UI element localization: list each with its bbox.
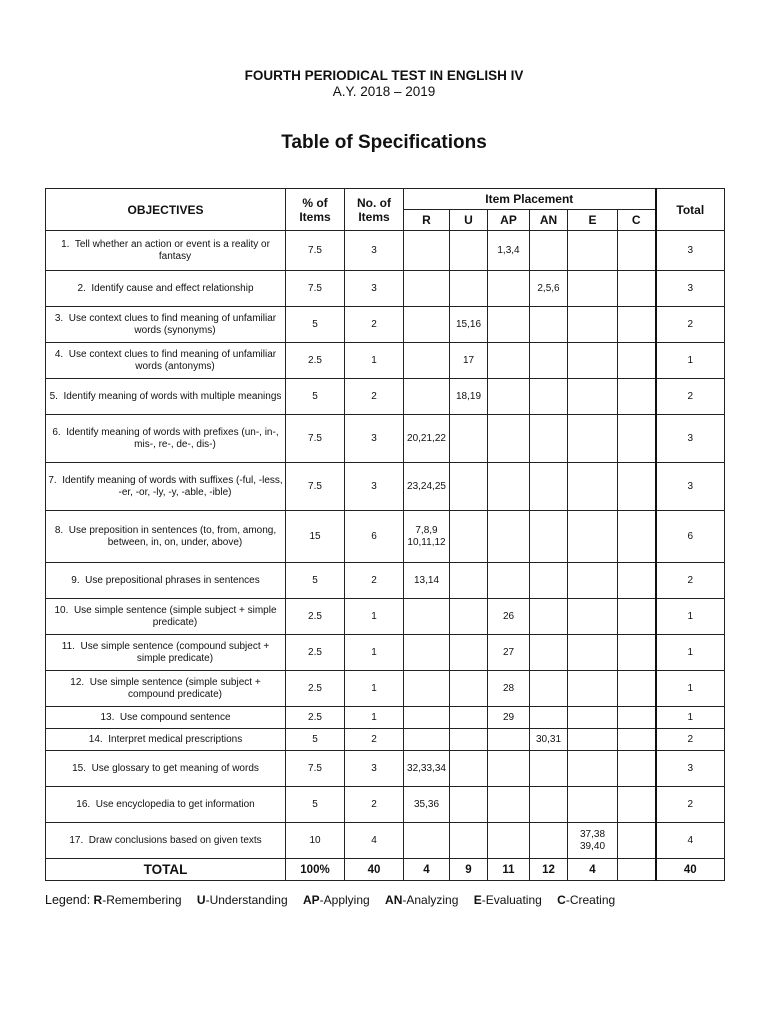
placement-cell-ap (488, 751, 530, 787)
page-title: Table of Specifications (281, 132, 487, 153)
legend (45, 893, 627, 907)
objective-description: Use simple sentence (simple subject + compound predicate) (89, 676, 261, 700)
table-row (46, 707, 725, 729)
objective-cell (46, 415, 286, 463)
objective-description: Use preposition in sentences (to, from, among, between, in, on, under, above) (68, 524, 277, 548)
objective-description: Draw conclusions based on given texts (88, 834, 262, 846)
placement-cell-an (530, 751, 568, 787)
objective-text (46, 349, 285, 373)
objective-description: Use glossary to get meaning of words (91, 762, 259, 774)
items-cell: 1 (345, 635, 404, 671)
legend-code: U (196, 893, 206, 907)
placement-cell-u (450, 823, 488, 859)
placement-cell-ap (488, 307, 530, 343)
row-total-cell: 2 (656, 729, 725, 751)
objective-description: Use simple sentence (compound subject + simple predicate) (80, 640, 270, 664)
items-cell: 2 (345, 729, 404, 751)
row-total-cell: 1 (656, 707, 725, 729)
placement-cell-r: 23,24,25 (404, 463, 450, 511)
header-no-line2: Items (358, 209, 390, 224)
objective-number: 16. (76, 798, 91, 810)
placement-cell-an (530, 823, 568, 859)
legend-code: AP (302, 893, 320, 907)
totals-ap: 11 (488, 859, 530, 881)
placement-cell-an (530, 307, 568, 343)
placement-cell-ap: 29 (488, 707, 530, 729)
placement-cell-c (618, 787, 656, 823)
placement-cell-r (404, 599, 450, 635)
items-cell: 1 (345, 343, 404, 379)
placement-cell-c (618, 271, 656, 307)
row-total-cell: 2 (656, 563, 725, 599)
placement-cell-an (530, 563, 568, 599)
row-total-cell: 4 (656, 823, 725, 859)
table-row (46, 599, 725, 635)
placement-cell-u (450, 729, 488, 751)
legend-code: E (473, 893, 482, 907)
placement-cell-ap (488, 415, 530, 463)
pct-cell: 5 (286, 787, 345, 823)
placement-cell-c (618, 463, 656, 511)
items-cell: 1 (345, 671, 404, 707)
placement-cell-u (450, 635, 488, 671)
totals-label: TOTAL (46, 859, 286, 881)
placement-cell-an (530, 463, 568, 511)
placement-cell-e (568, 751, 618, 787)
items-cell: 2 (345, 379, 404, 415)
placement-cell-e (568, 231, 618, 271)
objective-number: 14. (88, 733, 103, 745)
placement-cell-c (618, 751, 656, 787)
legend-text: -Applying (319, 893, 370, 907)
placement-cell-an (530, 343, 568, 379)
placement-cell-e (568, 787, 618, 823)
placement-cell-c (618, 671, 656, 707)
placement-cell-c (618, 379, 656, 415)
row-total-cell: 3 (656, 231, 725, 271)
objective-cell (46, 271, 286, 307)
placement-cell-c (618, 635, 656, 671)
objective-description: Use prepositional phrases in sentences (85, 574, 260, 586)
objective-cell (46, 563, 286, 599)
table-row (46, 415, 725, 463)
objective-text (46, 641, 285, 665)
header-objectives: OBJECTIVES (46, 189, 286, 231)
objective-number: 2. (77, 282, 86, 294)
objective-description: Use context clues to find meaning of unfamiliar words (antonyms) (68, 348, 277, 372)
placement-cell-u: 17 (450, 343, 488, 379)
objective-text (46, 525, 285, 549)
legend-item (382, 893, 459, 907)
objective-number: 15. (72, 762, 87, 774)
placement-cell-r (404, 307, 450, 343)
placement-cell-ap (488, 563, 530, 599)
legend-label: Legend: (45, 893, 91, 907)
objective-cell (46, 751, 286, 787)
legend-item (94, 893, 182, 907)
placement-cell-r: 7,8,9 10,11,12 (404, 511, 450, 563)
placement-cell-c (618, 511, 656, 563)
placement-cell-r (404, 707, 450, 729)
placement-cell-e: 37,38 39,40 (568, 823, 618, 859)
placement-cell-e (568, 599, 618, 635)
legend-code: C (557, 893, 566, 907)
objective-description: Identify meaning of words with suffixes (-ful, -less, -er, -or, -ly, -y, -able, -ible) (62, 474, 283, 498)
placement-cell-an: 30,31 (530, 729, 568, 751)
row-total-cell: 3 (656, 463, 725, 511)
row-total-cell: 1 (656, 671, 725, 707)
grand-total: 40 (656, 859, 725, 881)
placement-cell-u (450, 563, 488, 599)
objective-number: 3. (54, 312, 64, 324)
totals-pct: 100% (286, 859, 345, 881)
items-cell: 3 (345, 463, 404, 511)
objective-number: 4. (54, 348, 64, 360)
placement-cell-ap (488, 463, 530, 511)
legend-text: -Remembering (102, 893, 182, 907)
objective-number: 17. (69, 834, 84, 846)
header-no-items (345, 189, 404, 231)
pct-cell: 5 (286, 379, 345, 415)
pct-cell: 5 (286, 729, 345, 751)
placement-cell-e (568, 729, 618, 751)
objective-description: Use compound sentence (119, 711, 231, 723)
placement-cell-r: 32,33,34 (404, 751, 450, 787)
items-cell: 3 (345, 415, 404, 463)
placement-cell-e (568, 563, 618, 599)
row-total-cell: 3 (656, 751, 725, 787)
header-total: Total (656, 189, 725, 231)
objective-text (46, 799, 285, 811)
objective-text (46, 734, 285, 746)
placement-cell-e (568, 379, 618, 415)
header-pct-items (286, 189, 345, 231)
items-cell: 1 (345, 707, 404, 729)
placement-cell-r (404, 379, 450, 415)
objective-text (46, 427, 285, 451)
placement-cell-u (450, 599, 488, 635)
table-row (46, 729, 725, 751)
pct-cell: 2.5 (286, 671, 345, 707)
placement-cell-u: 15,16 (450, 307, 488, 343)
objective-description: Identify meaning of words with prefixes (un-, in-, mis-, re-, de-, dis-) (66, 426, 279, 450)
placement-cell-r (404, 271, 450, 307)
objective-cell (46, 463, 286, 511)
objective-text (46, 835, 285, 847)
objective-text (46, 239, 285, 263)
placement-cell-e (568, 707, 618, 729)
header-item-placement: Item Placement (404, 189, 656, 210)
placement-cell-ap (488, 379, 530, 415)
placement-cell-r (404, 231, 450, 271)
placement-cell-ap: 26 (488, 599, 530, 635)
items-cell: 2 (345, 563, 404, 599)
objective-cell (46, 379, 286, 415)
placement-cell-u (450, 463, 488, 511)
placement-cell-r: 13,14 (404, 563, 450, 599)
placement-cell-r (404, 671, 450, 707)
academic-year: A.Y. 2018 – 2019 (332, 84, 436, 99)
test-title: FOURTH PERIODICAL TEST IN ENGLISH IV (244, 68, 524, 83)
legend-text: -Evaluating (481, 893, 542, 907)
placement-cell-c (618, 343, 656, 379)
objective-description: Use context clues to find meaning of unfamiliar words (synonyms) (68, 312, 277, 336)
objective-number: 1. (61, 238, 70, 250)
placement-cell-u (450, 415, 488, 463)
items-cell: 3 (345, 751, 404, 787)
placement-cell-an: 2,5,6 (530, 271, 568, 307)
placement-cell-r (404, 343, 450, 379)
placement-cell-e (568, 307, 618, 343)
pct-cell: 2.5 (286, 635, 345, 671)
placement-cell-u: 18,19 (450, 379, 488, 415)
pct-cell: 10 (286, 823, 345, 859)
objective-cell (46, 707, 286, 729)
placement-cell-an (530, 599, 568, 635)
legend-item (470, 893, 541, 907)
header-pct-line2: Items (299, 209, 331, 224)
legend-item (194, 893, 288, 907)
placement-cell-an (530, 511, 568, 563)
table-row (46, 751, 725, 787)
legend-text: -Creating (565, 893, 616, 907)
placement-cell-ap: 28 (488, 671, 530, 707)
objective-number: 5. (49, 390, 58, 402)
table-row (46, 343, 725, 379)
row-total-cell: 3 (656, 415, 725, 463)
placement-cell-e (568, 671, 618, 707)
placement-cell-ap (488, 787, 530, 823)
objective-cell (46, 511, 286, 563)
objective-cell (46, 671, 286, 707)
objective-text (46, 605, 285, 629)
placement-cell-c (618, 563, 656, 599)
objective-description: Tell whether an action or event is a reality or fantasy (74, 238, 270, 262)
items-cell: 3 (345, 231, 404, 271)
table-row (46, 463, 725, 511)
specifications-table (45, 188, 725, 881)
totals-e: 4 (568, 859, 618, 881)
objective-description: Identify meaning of words with multiple meanings (63, 390, 282, 402)
header-level-e: E (568, 210, 618, 231)
table-row (46, 231, 725, 271)
placement-cell-c (618, 307, 656, 343)
objective-number: 12. (70, 676, 85, 688)
items-cell: 3 (345, 271, 404, 307)
placement-cell-r (404, 729, 450, 751)
items-cell: 6 (345, 511, 404, 563)
placement-cell-u (450, 511, 488, 563)
placement-cell-ap: 27 (488, 635, 530, 671)
pct-cell: 7.5 (286, 415, 345, 463)
placement-cell-ap: 1,3,4 (488, 231, 530, 271)
placement-cell-c (618, 599, 656, 635)
table-row (46, 563, 725, 599)
legend-text: -Analyzing (402, 893, 459, 907)
placement-cell-an (530, 231, 568, 271)
pct-cell: 7.5 (286, 271, 345, 307)
placement-cell-r: 20,21,22 (404, 415, 450, 463)
placement-cell-ap (488, 729, 530, 751)
legend-item (300, 893, 370, 907)
row-total-cell: 6 (656, 511, 725, 563)
objective-description: Use encyclopedia to get information (95, 798, 255, 810)
objective-text (46, 391, 285, 403)
header-pct-line1: % of (302, 195, 328, 210)
row-total-cell: 1 (656, 635, 725, 671)
pct-cell: 2.5 (286, 599, 345, 635)
header-level-r: R (404, 210, 450, 231)
objective-text (46, 712, 285, 724)
totals-c (618, 859, 656, 881)
table-row (46, 635, 725, 671)
placement-cell-ap (488, 271, 530, 307)
objective-text (46, 475, 285, 499)
objective-number: 8. (54, 524, 64, 536)
header-level-c: C (618, 210, 656, 231)
placement-cell-e (568, 511, 618, 563)
pct-cell: 7.5 (286, 231, 345, 271)
placement-cell-e (568, 463, 618, 511)
objective-number: 9. (71, 574, 80, 586)
legend-item (554, 893, 615, 907)
objective-cell (46, 635, 286, 671)
placement-cell-e (568, 635, 618, 671)
placement-cell-c (618, 729, 656, 751)
placement-cell-e (568, 343, 618, 379)
totals-row (46, 859, 725, 881)
totals-u: 9 (450, 859, 488, 881)
placement-cell-c (618, 707, 656, 729)
objective-cell (46, 787, 286, 823)
objective-number: 7. (48, 474, 57, 486)
placement-cell-c (618, 823, 656, 859)
placement-cell-e (568, 271, 618, 307)
row-total-cell: 2 (656, 307, 725, 343)
placement-cell-ap (488, 511, 530, 563)
table-row (46, 271, 725, 307)
placement-cell-r (404, 823, 450, 859)
table-row (46, 511, 725, 563)
totals-r: 4 (404, 859, 450, 881)
placement-cell-u (450, 271, 488, 307)
placement-cell-ap (488, 343, 530, 379)
row-total-cell: 2 (656, 379, 725, 415)
legend-text: -Understanding (205, 893, 288, 907)
placement-cell-e (568, 415, 618, 463)
row-total-cell: 1 (656, 599, 725, 635)
items-cell: 4 (345, 823, 404, 859)
objective-description: Interpret medical prescriptions (108, 733, 243, 745)
objective-cell (46, 599, 286, 635)
pct-cell: 5 (286, 307, 345, 343)
placement-cell-r (404, 635, 450, 671)
objective-number: 6. (52, 426, 61, 438)
pct-cell: 15 (286, 511, 345, 563)
header-level-ap: AP (488, 210, 530, 231)
placement-cell-an (530, 671, 568, 707)
document-header (0, 68, 768, 100)
placement-cell-an (530, 415, 568, 463)
placement-cell-ap (488, 823, 530, 859)
items-cell: 2 (345, 787, 404, 823)
row-total-cell: 2 (656, 787, 725, 823)
objective-number: 13. (100, 711, 115, 723)
header-level-u: U (450, 210, 488, 231)
pct-cell: 2.5 (286, 343, 345, 379)
header-no-line1: No. of (357, 195, 391, 210)
placement-cell-u (450, 787, 488, 823)
objective-text (46, 575, 285, 587)
placement-cell-u (450, 671, 488, 707)
objective-cell (46, 823, 286, 859)
row-total-cell: 3 (656, 271, 725, 307)
objective-cell (46, 307, 286, 343)
legend-code: R (93, 893, 103, 907)
pct-cell: 5 (286, 563, 345, 599)
header-level-an: AN (530, 210, 568, 231)
table-row (46, 379, 725, 415)
placement-cell-an (530, 379, 568, 415)
placement-cell-c (618, 415, 656, 463)
objective-description: Identify cause and effect relationship (91, 282, 254, 294)
placement-cell-c (618, 231, 656, 271)
objective-text (46, 313, 285, 337)
table-row (46, 307, 725, 343)
placement-cell-an (530, 787, 568, 823)
items-cell: 1 (345, 599, 404, 635)
placement-cell-u (450, 231, 488, 271)
objective-number: 10. (54, 604, 69, 616)
pct-cell: 7.5 (286, 751, 345, 787)
placement-cell-u (450, 707, 488, 729)
totals-an: 12 (530, 859, 568, 881)
objective-cell (46, 343, 286, 379)
legend-code: AN (385, 893, 403, 907)
pct-cell: 7.5 (286, 463, 345, 511)
placement-cell-an (530, 707, 568, 729)
placement-cell-an (530, 635, 568, 671)
table-row (46, 671, 725, 707)
placement-cell-r: 35,36 (404, 787, 450, 823)
placement-cell-u (450, 751, 488, 787)
pct-cell: 2.5 (286, 707, 345, 729)
table-row (46, 787, 725, 823)
objective-text (46, 677, 285, 701)
row-total-cell: 1 (656, 343, 725, 379)
objective-number: 11. (61, 640, 75, 652)
objective-cell (46, 231, 286, 271)
items-cell: 2 (345, 307, 404, 343)
objective-cell (46, 729, 286, 751)
table-row (46, 823, 725, 859)
objective-text (46, 283, 285, 295)
objective-text (46, 763, 285, 775)
totals-items: 40 (345, 859, 404, 881)
objective-description: Use simple sentence (simple subject + simple predicate) (73, 604, 277, 628)
